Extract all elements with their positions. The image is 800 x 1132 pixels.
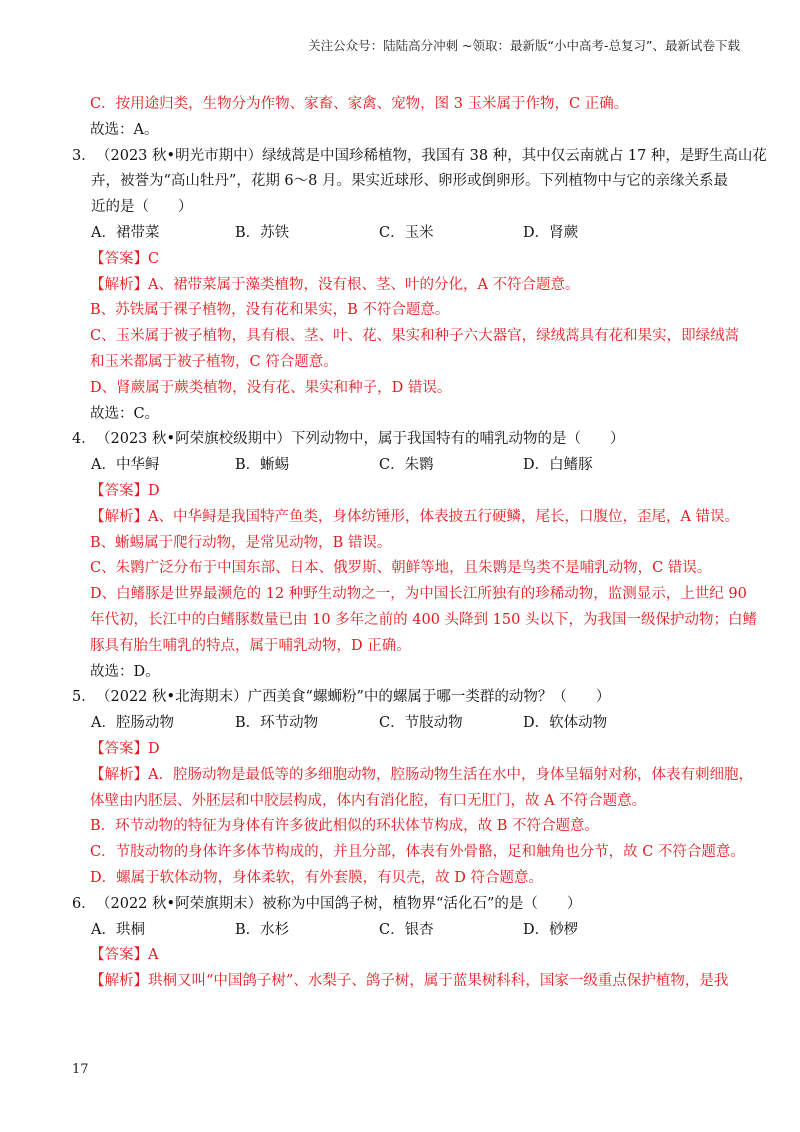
question-stem-line: 3．（2023 秋•明光市期中）绿绒蒿是中国珍稀植物，我国有 38 种，其中仅云南就占 17 种，是野生高山花 (72, 144, 744, 170)
question-stem-line: 卉，被誉为“高山牡丹”，花期 6～8 月。果实近球形、卵形或倒卵形。下列植物中与它的亲缘关系最 (91, 173, 728, 190)
options-row (72, 918, 744, 944)
question-number: 4． (72, 431, 96, 448)
options-row (72, 221, 744, 247)
option-c: C．节肢动物 (379, 715, 463, 732)
analysis-line: 豚具有胎生哺乳的特点，属于哺乳动物，D 正确。 (90, 637, 411, 654)
option-d: D．白鳍豚 (523, 457, 593, 474)
analysis-line: 和玉米都属于被子植物，C 符合题意。 (90, 353, 338, 370)
answer-line: 【答案】C (90, 250, 160, 267)
answer-line: 【答案】D (90, 740, 160, 757)
question-number: 5． (72, 689, 96, 706)
analysis-line: D、白鳍豚是世界最濒危的 12 种野生动物之一，为中国长江所独有的珍稀动物，监测显示，上世纪 90 (90, 586, 747, 603)
analysis-line: 【解析】A．腔肠动物是最低等的多细胞动物，腔肠动物生活在水中，身体呈辐射对称，体表有刺细胞， (90, 766, 753, 783)
option-b: B．水杉 (235, 921, 290, 938)
answer-line: 【答案】D (90, 482, 160, 499)
option-b: B．蜥蜴 (235, 457, 290, 474)
question-stem-line: 近的是（ ） (91, 199, 193, 216)
analysis-line: 【解析】A、裙带菜属于藻类植物，没有根、茎、叶的分化，A 不符合题意。 (90, 276, 580, 293)
option-a: A．中华鲟 (91, 457, 160, 474)
analysis-line: D、肾蕨属于蕨类植物，没有花、果实和种子，D 错误。 (90, 379, 452, 396)
analysis-line: C．节肢动物的身体许多体节构成的，并且分部，体表有外骨骼，足和触角也分节，故 C 不符合题意。 (90, 844, 745, 861)
option-c: C．朱鹮 (379, 457, 434, 474)
option-c: C．玉米 (379, 224, 434, 241)
analysis-line: 【解析】A、中华鲟是我国特产鱼类，身体纺锤形，体表披五行硬鳞，尾长，口腹位，歪尾，A 错误。 (90, 508, 740, 525)
analysis-line: B、蜥蜴属于爬行动物，是常见动物，B 错误。 (90, 534, 392, 551)
option-a: A．裙带菜 (91, 224, 160, 241)
analysis-line: 【解析】珙桐又叫“中国鸽子树”、水梨子、鸽子树，属于蓝果树科科，国家一级重点保护植物，是我 (90, 973, 729, 990)
page-body (72, 92, 767, 995)
option-a: A．腔肠动物 (91, 715, 174, 732)
option-a: A．珙桐 (91, 921, 145, 938)
analysis-line: B、苏铁属于裸子植物，没有花和果实，B 不符合题意。 (90, 302, 450, 319)
conclusion-line: 故选：D。 (90, 663, 160, 680)
question-stem-line: 6．（2022 秋•阿荣旗期末）被称为中国鸽子树，植物界“活化石”的是（ ） (72, 892, 744, 918)
options-row (72, 711, 744, 737)
explanation-line: C．按用途归类，生物分为作物、家畜、家禽、宠物，图 3 玉米属于作物，C 正确。 (90, 96, 629, 112)
question-number: 6． (72, 895, 96, 912)
analysis-line: 体壁由内胚层、外胚层和中胶层构成，体内有消化腔，有口无肛门，故 A 不符合题意。 (90, 792, 647, 809)
question-number: 3． (72, 147, 96, 164)
option-d: D．桫椤 (523, 921, 579, 938)
analysis-line: C、玉米属于被子植物，具有根、茎、叶、花、果实和种子六大器官，绿绒蒿具有花和果实，即绿绒蒿 (90, 328, 740, 345)
option-b: B．苏铁 (235, 224, 290, 241)
question-stem-line: 5．（2022 秋•北海期末）广西美食“螺蛳粉”中的螺属于哪一类群的动物？（ ） (72, 685, 744, 711)
page-header: 关注公众号：陆陆高分冲刺 ~领取：最新版“小中高考-总复习”、最新试卷下载 (308, 38, 740, 53)
question-stem-line: 4．（2023 秋•阿荣旗校级期中）下列动物中，属于我国特有的哺乳动物的是（ ） (72, 427, 744, 453)
option-d: D．软体动物 (523, 715, 608, 732)
option-d: D．肾蕨 (523, 224, 579, 241)
options-row (72, 453, 744, 479)
answer-line: 【答案】A (90, 947, 159, 964)
option-b: B．环节动物 (235, 715, 319, 732)
analysis-line: 年代初，长江中的白鳍豚数量已由 10 多年之前的 400 头降到 150 头以下，为我国一级保护动物；白鳍 (90, 611, 757, 628)
page-number: 17 (72, 1062, 89, 1077)
analysis-line: C、朱鹮广泛分布于中国东部、日本、俄罗斯、朝鲜等地，且朱鹮是鸟类不是哺乳动物，C 错误。 (90, 560, 712, 577)
analysis-line: D．螺属于软体动物，身体柔软，有外套膜，有贝壳，故 D 符合题意。 (90, 869, 543, 886)
conclusion-line: 故选：C。 (90, 405, 160, 422)
option-c: C．银杏 (379, 921, 434, 938)
analysis-line: B．环节动物的特征为身体有许多彼此相似的环状体节构成，故 B 不符合题意。 (90, 818, 600, 835)
conclusion-line: 故选：A。 (90, 121, 159, 138)
